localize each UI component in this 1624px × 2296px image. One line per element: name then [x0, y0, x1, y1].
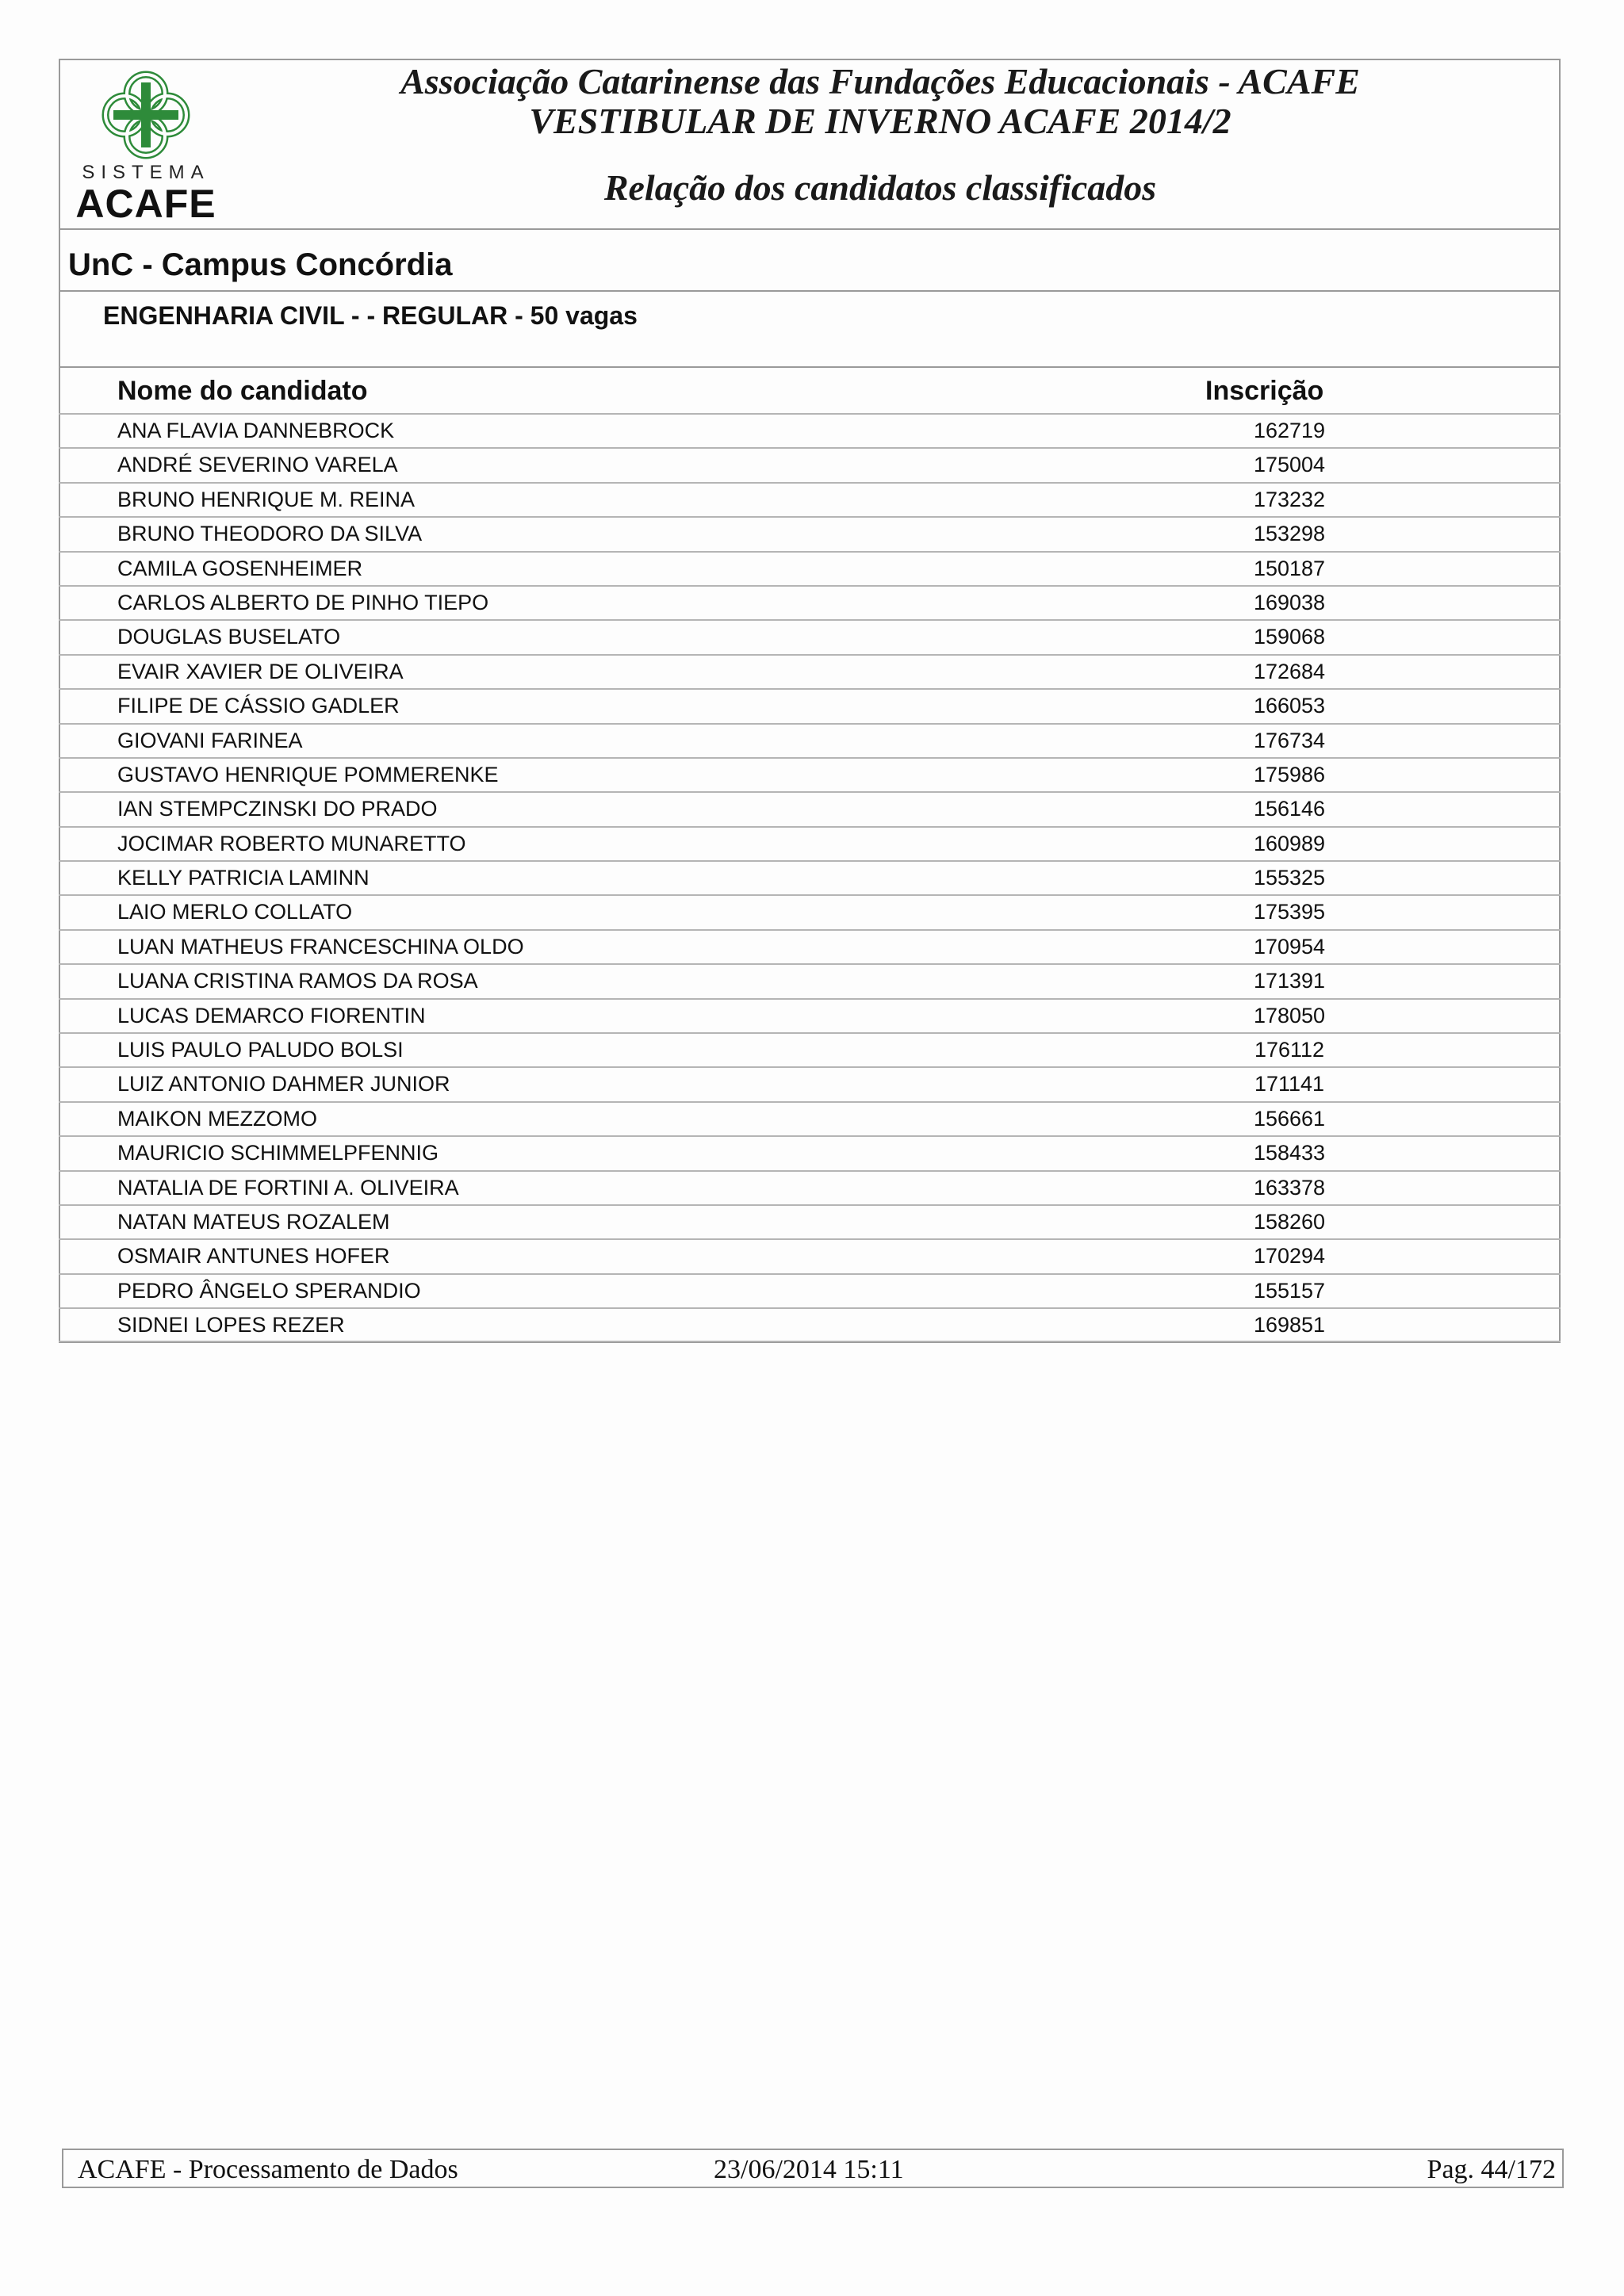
candidate-name: LUAN MATHEUS FRANCESCHINA OLDO	[117, 934, 524, 959]
table-row	[59, 963, 1561, 997]
candidate-inscricao: 150187	[1253, 556, 1326, 580]
candidate-inscricao: 163378	[1253, 1175, 1326, 1200]
table-row	[59, 1238, 1561, 1272]
candidate-name: BRUNO HENRIQUE M. REINA	[117, 487, 416, 511]
candidate-inscricao: 156661	[1253, 1106, 1326, 1131]
header-subtitle: Relação dos candidatos classificados	[603, 167, 1157, 208]
header-title-line2: VESTIBULAR DE INVERNO ACAFE 2014/2	[529, 101, 1231, 141]
table-row	[59, 1101, 1561, 1135]
candidate-name: CARLOS ALBERTO DE PINHO TIEPO	[117, 590, 489, 614]
table-row	[59, 413, 1561, 447]
table-row	[59, 482, 1561, 516]
candidate-inscricao: 175395	[1253, 900, 1326, 924]
table-row	[59, 1170, 1561, 1204]
candidate-name: CAMILA GOSENHEIMER	[117, 556, 363, 580]
table-row	[59, 826, 1561, 860]
candidate-name: MAURICIO SCHIMMELPFENNIG	[117, 1141, 439, 1165]
candidate-name: LAIO MERLO COLLATO	[117, 900, 353, 924]
divider	[59, 290, 1561, 292]
table-row	[59, 585, 1561, 619]
candidate-name: LUIS PAULO PALUDO BOLSI	[117, 1038, 404, 1062]
table-row	[59, 654, 1561, 688]
divider	[59, 366, 1561, 368]
footer	[62, 2149, 1564, 2188]
table-row	[59, 998, 1561, 1032]
candidate-inscricao: 173232	[1253, 487, 1326, 511]
table-row	[59, 1066, 1561, 1100]
candidate-inscricao: 172684	[1253, 659, 1326, 683]
candidate-inscricao: 153298	[1253, 522, 1326, 546]
candidate-name: ANDRÉ SEVERINO VARELA	[117, 453, 398, 477]
course-heading: ENGENHARIA CIVIL - - REGULAR - 50 vagas	[103, 301, 638, 330]
campus-heading: UnC - Campus Concórdia	[68, 247, 453, 282]
table-row	[59, 723, 1561, 757]
candidate-inscricao: 155157	[1253, 1278, 1326, 1303]
candidate-inscricao: 170294	[1253, 1244, 1326, 1269]
table-row	[59, 1204, 1561, 1238]
candidate-inscricao: 176734	[1253, 728, 1326, 752]
candidate-inscricao: 175986	[1253, 762, 1326, 786]
candidate-inscricao: 178050	[1253, 1003, 1326, 1027]
table-row	[59, 757, 1561, 791]
candidate-inscricao: 171391	[1253, 969, 1326, 993]
footer-page: Pag. 44/172	[1427, 2155, 1556, 2184]
table-row	[59, 1307, 1561, 1341]
candidate-inscricao: 169038	[1253, 590, 1326, 614]
logo-acafe-text: ACAFE	[75, 182, 216, 226]
logo-emblem-icon	[75, 68, 217, 163]
table-row	[59, 551, 1561, 585]
footer-left: ACAFE - Processamento de Dados	[78, 2155, 458, 2184]
candidate-inscricao: 170954	[1253, 934, 1326, 959]
candidate-name: SIDNEI LOPES REZER	[117, 1313, 345, 1337]
candidate-inscricao: 158260	[1253, 1209, 1326, 1234]
candidate-inscricao: 176112	[1254, 1038, 1325, 1062]
candidate-name: JOCIMAR ROBERTO MUNARETTO	[117, 831, 466, 855]
candidate-inscricao: 162719	[1253, 419, 1326, 442]
table-row	[59, 688, 1561, 722]
candidate-name: LUIZ ANTONIO DAHMER JUNIOR	[117, 1072, 450, 1096]
candidate-name: LUCAS DEMARCO FIORENTIN	[117, 1003, 426, 1027]
candidate-name: EVAIR XAVIER DE OLIVEIRA	[117, 659, 404, 683]
footer-date: 23/06/2014 15:11	[714, 2155, 904, 2184]
candidate-name: GUSTAVO HENRIQUE POMMERENKE	[117, 762, 499, 786]
header-title-line1: Associação Catarinense das Fundações Educacionais - ACAFE	[400, 61, 1360, 101]
table-row	[59, 860, 1561, 894]
candidate-inscricao: 171141	[1254, 1072, 1325, 1096]
candidate-inscricao: 175004	[1253, 453, 1326, 477]
candidate-inscricao: 160989	[1253, 831, 1326, 855]
candidate-name: IAN STEMPCZINSKI DO PRADO	[117, 797, 438, 821]
candidate-name: NATALIA DE FORTINI A. OLIVEIRA	[117, 1175, 459, 1200]
candidate-inscricao: 155325	[1253, 866, 1326, 890]
column-header-inscricao: Inscrição	[1205, 376, 1324, 406]
table-row	[59, 447, 1561, 481]
candidate-inscricao: 158433	[1253, 1141, 1326, 1165]
candidate-name: LUANA CRISTINA RAMOS DA ROSA	[117, 969, 478, 993]
candidate-name: BRUNO THEODORO DA SILVA	[117, 522, 423, 546]
table-row	[59, 516, 1561, 550]
acafe-logo	[75, 68, 217, 226]
table-row	[59, 1135, 1561, 1169]
candidate-name: GIOVANI FARINEA	[117, 728, 303, 752]
candidate-name: ANA FLAVIA DANNEBROCK	[117, 419, 395, 442]
logo-sistema-text: SISTEMA	[82, 162, 210, 183]
candidate-name: NATAN MATEUS ROZALEM	[117, 1209, 390, 1234]
candidate-table	[59, 413, 1561, 1342]
candidate-inscricao: 169851	[1253, 1313, 1326, 1337]
table-row	[59, 929, 1561, 963]
candidate-inscricao: 166053	[1253, 694, 1326, 718]
candidate-name: KELLY PATRICIA LAMINN	[117, 866, 370, 890]
column-header-name: Nome do candidato	[117, 376, 368, 406]
candidate-inscricao: 156146	[1253, 797, 1326, 821]
table-row	[59, 1032, 1561, 1066]
table-row	[59, 894, 1561, 928]
table-row	[59, 1273, 1561, 1307]
candidate-name: PEDRO ÂNGELO SPERANDIO	[117, 1278, 421, 1303]
candidate-inscricao: 159068	[1253, 625, 1326, 649]
table-row	[59, 791, 1561, 825]
candidate-name: OSMAIR ANTUNES HOFER	[117, 1244, 390, 1269]
candidate-name: DOUGLAS BUSELATO	[117, 625, 341, 649]
candidate-name: FILIPE DE CÁSSIO GADLER	[117, 694, 400, 718]
table-row	[59, 619, 1561, 653]
candidate-name: MAIKON MEZZOMO	[117, 1106, 317, 1131]
